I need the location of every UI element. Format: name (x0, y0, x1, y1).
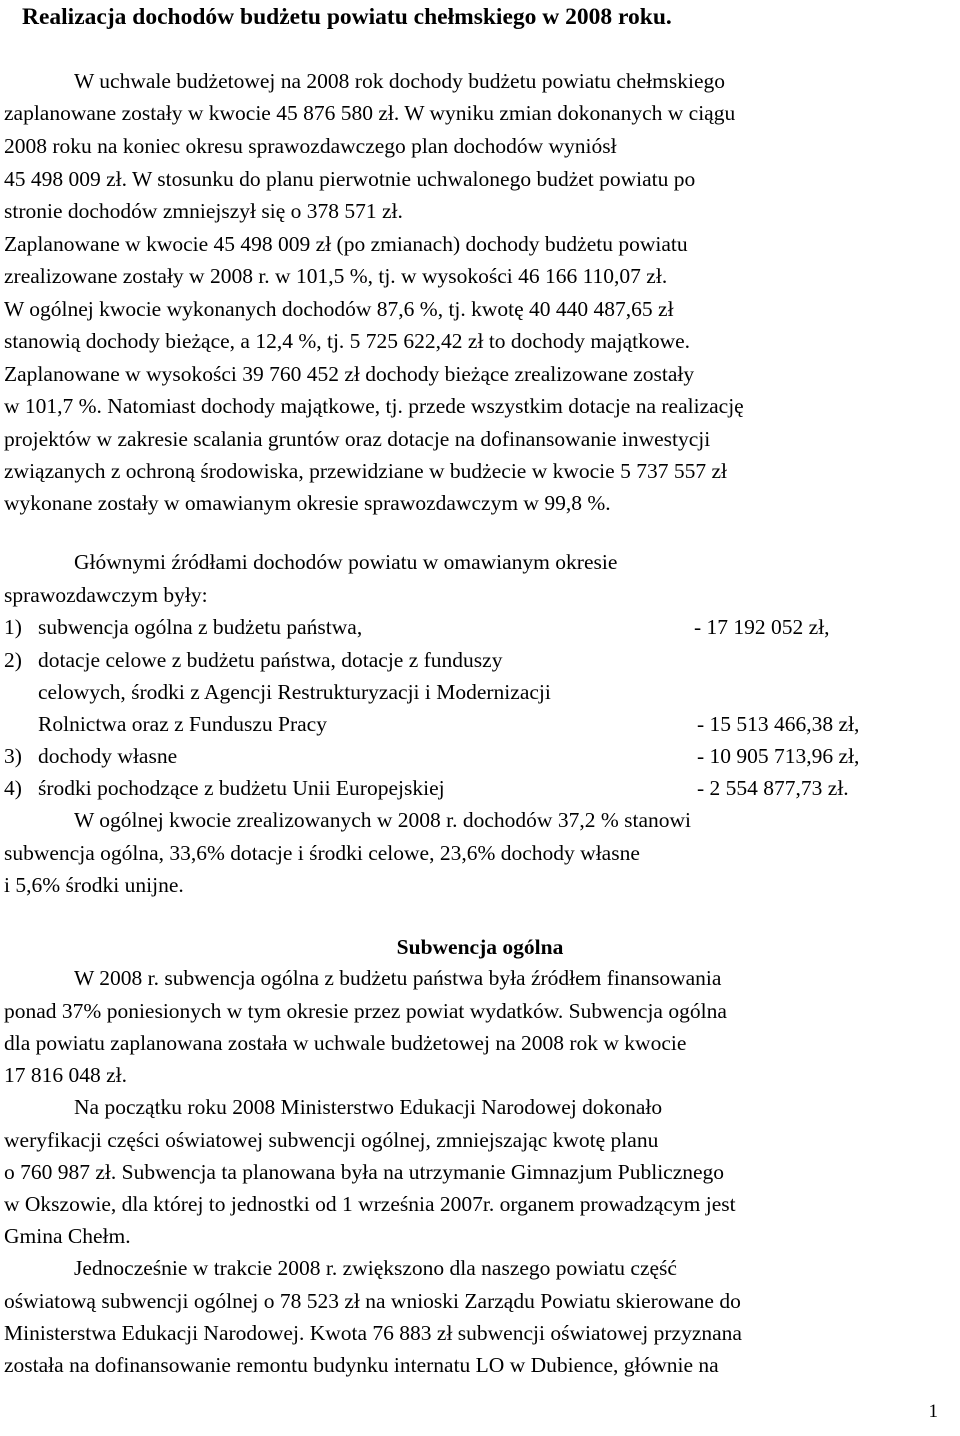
section-line: W 2008 r. subwencja ogólna z budżetu państwa była źródłem finansowania (74, 966, 722, 990)
intro-line: związanych z ochroną środowiska, przewidziane w budżecie w kwocie 5 737 557 zł (4, 459, 727, 483)
section-line: weryfikacji części oświatowej subwencji ogólnej, zmniejszając kwotę planu (4, 1128, 659, 1152)
list-item-text: środki pochodzące z budżetu Unii Europejskiej (38, 776, 445, 800)
section-line: Ministerstwa Edukacji Narodowej. Kwota 76 883 zł subwencji oświatowej przyznana (4, 1321, 742, 1345)
section-line: została na dofinansowanie remontu budynku internatu LO w Dubience, głównie na (4, 1353, 719, 1377)
section-line: dla powiatu zaplanowana została w uchwale budżetowej na 2008 rok w kwocie (4, 1031, 687, 1055)
section-line: Jednocześnie w trakcie 2008 r. zwiększono dla naszego powiatu część (74, 1256, 677, 1280)
section-line: 17 816 048 zł. (4, 1063, 128, 1087)
section-line: oświatową subwencji ogólnej o 78 523 zł na wnioski Zarządu Powiatu skierowane do (4, 1289, 741, 1313)
sources-intro-line: Głównymi źródłami dochodów powiatu w omawianym okresie (74, 550, 618, 574)
section-line: o 760 987 zł. Subwencja ta planowana była na utrzymanie Gimnazjum Publicznego (4, 1160, 725, 1184)
list-item-amount: - 17 192 052 zł, (694, 615, 830, 639)
intro-line: Zaplanowane w kwocie 45 498 009 zł (po zmianach) dochody budżetu powiatu (4, 232, 688, 256)
list-item-text: dotacje celowe z budżetu państwa, dotacje z funduszy (38, 648, 503, 672)
intro-line: wykonane zostały w omawianym okresie sprawozdawczym w 99,8 %. (4, 491, 611, 515)
intro-line: zrealizowane zostały w 2008 r. w 101,5 %, tj. w wysokości 46 166 110,07 zł. (4, 264, 668, 288)
intro-line: stronie dochodów zmniejszył się o 378 571 zł. (4, 199, 403, 223)
list-item-amount: - 10 905 713,96 zł, (697, 744, 860, 768)
intro-line: 45 498 009 zł. W stosunku do planu pierwotnie uchwalonego budżet powiatu po (4, 167, 696, 191)
intro-line: W uchwale budżetowej na 2008 rok dochody budżetu powiatu chełmskiego (74, 69, 725, 93)
list-item-amount: - 2 554 877,73 zł. (697, 776, 849, 800)
summary-line: subwencja ogólna, 33,6% dotacje i środki celowe, 23,6% dochody własne (4, 841, 640, 865)
list-item-number: 4) (4, 776, 22, 800)
intro-line: 2008 roku na koniec okresu sprawozdawczego plan dochodów wyniósł (4, 134, 617, 158)
summary-line: W ogólnej kwocie zrealizowanych w 2008 r. dochodów 37,2 % stanowi (74, 808, 691, 832)
section-line: Na początku roku 2008 Ministerstwo Edukacji Narodowej dokonało (74, 1095, 663, 1119)
summary-line: i 5,6% środki unijne. (4, 873, 184, 897)
list-item-text: dochody własne (38, 744, 178, 768)
list-item-text: subwencja ogólna z budżetu państwa, (38, 615, 363, 639)
list-item-number: 1) (4, 615, 22, 639)
document-title: Realizacja dochodów budżetu powiatu chełmskiego w 2008 roku. (22, 4, 672, 30)
list-item-text: Rolnictwa oraz z Funduszu Pracy (38, 712, 327, 736)
list-item-text: celowych, środki z Agencji Restrukturyzacji i Modernizacji (38, 680, 551, 704)
page-number: 1 (928, 1401, 938, 1422)
sources-intro-line: sprawozdawczym były: (4, 583, 208, 607)
intro-line: stanowią dochody bieżące, a 12,4 %, tj. 5 725 622,42 zł to dochody majątkowe. (4, 329, 691, 353)
section-line: ponad 37% poniesionych w tym okresie przez powiat wydatków. Subwencja ogólna (4, 999, 727, 1023)
intro-line: zaplanowane zostały w kwocie 45 876 580 zł. W wyniku zmian dokonanych w ciągu (4, 101, 736, 125)
list-item-number: 3) (4, 744, 22, 768)
intro-line: w 101,7 %. Natomiast dochody majątkowe, tj. przede wszystkim dotacje na realizację (4, 394, 744, 418)
intro-line: Zaplanowane w wysokości 39 760 452 zł dochody bieżące zrealizowane zostały (4, 362, 695, 386)
intro-line: W ogólnej kwocie wykonanych dochodów 87,6 %, tj. kwotę 40 440 487,65 zł (4, 297, 674, 321)
section-heading: Subwencja ogólna (396, 935, 564, 959)
list-item-number: 2) (4, 648, 22, 672)
list-item-amount: - 15 513 466,38 zł, (697, 712, 860, 736)
section-line: w Okszowie, dla której to jednostki od 1 września 2007r. organem prowadzącym jest (4, 1192, 736, 1216)
section-line: Gmina Chełm. (4, 1224, 131, 1248)
intro-line: projektów w zakresie scalania gruntów oraz dotacje na dofinansowanie inwestycji (4, 427, 711, 451)
